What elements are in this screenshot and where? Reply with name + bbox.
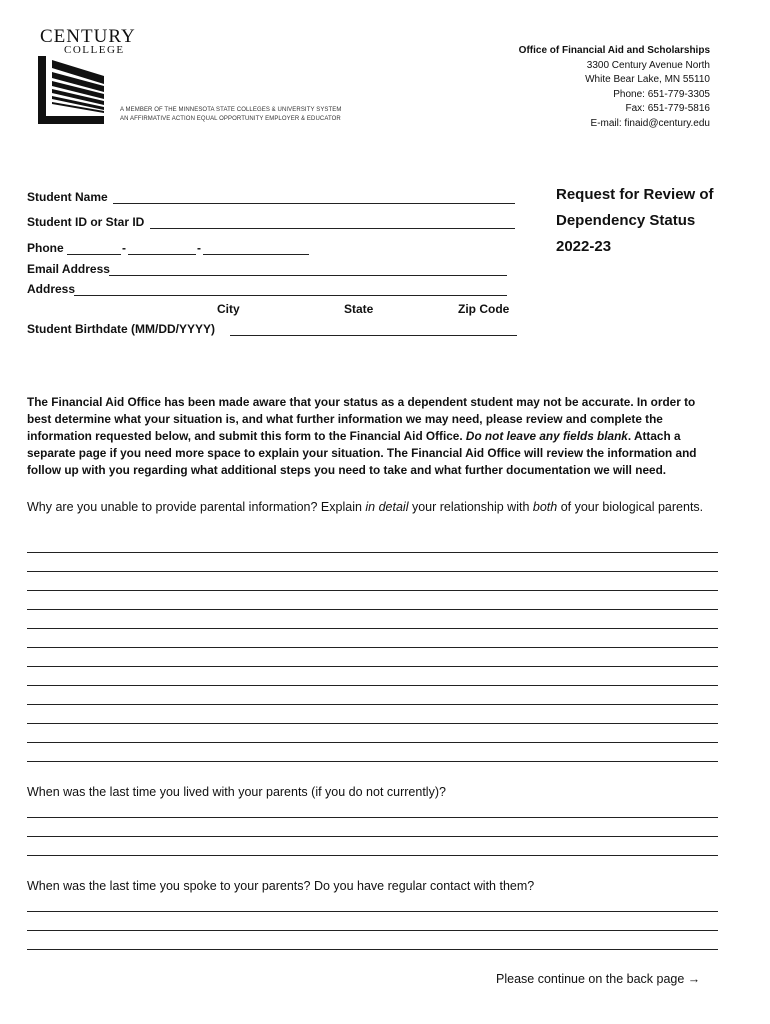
student-name-field[interactable] — [113, 203, 515, 204]
office-contact-block — [519, 44, 710, 132]
office-phone: Phone: 651-779-3305 — [613, 88, 710, 100]
birthdate-field[interactable] — [230, 335, 517, 336]
student-id-label: Student ID or Star ID — [27, 215, 145, 229]
address-field[interactable] — [74, 295, 507, 296]
question-contact-with-parents: When was the last time you spoke to your parents? Do you have regular contact with them? — [27, 879, 535, 893]
answer-line[interactable] — [27, 552, 718, 553]
form-title-line2: Dependency Status — [556, 212, 696, 229]
answer-line[interactable] — [27, 685, 718, 686]
answer-line[interactable] — [27, 930, 718, 931]
phone-area-field[interactable] — [67, 254, 121, 255]
form-title-year: 2022-23 — [556, 238, 612, 255]
question-lived-with-parents: When was the last time you lived with your parents (if you do not currently)? — [27, 785, 446, 799]
city-label: City — [217, 302, 240, 316]
office-email: E-mail: finaid@century.edu — [590, 117, 710, 129]
email-label: Email Address — [27, 262, 110, 276]
birthdate-label: Student Birthdate (MM/DD/YYYY) — [27, 322, 215, 336]
answer-line[interactable] — [27, 911, 718, 912]
college-logo-icon — [38, 56, 108, 124]
address-label: Address — [27, 282, 76, 296]
student-id-field[interactable] — [150, 228, 515, 229]
member-statement-line1: A MEMBER OF THE MINNESOTA STATE COLLEGES & UNIVERSITY SYSTEM — [120, 107, 342, 113]
college-logo-subtitle: COLLEGE — [64, 44, 125, 56]
student-name-label: Student Name — [27, 190, 108, 204]
answer-line[interactable] — [27, 571, 718, 572]
answer-line[interactable] — [27, 742, 718, 743]
email-field[interactable] — [109, 275, 507, 276]
answer-line[interactable] — [27, 590, 718, 591]
continue-note: Please continue on the back page → — [496, 972, 701, 986]
zip-label: Zip Code — [458, 302, 510, 316]
office-city: White Bear Lake, MN 55110 — [585, 74, 710, 86]
college-logo-wordmark: CENTURY — [40, 26, 136, 47]
state-label: State — [344, 302, 374, 316]
answer-line[interactable] — [27, 609, 718, 610]
phone-label: Phone — [27, 241, 64, 255]
instructions-paragraph: The Financial Aid Office has been made aware that your status as a dependent student may not be accurate. In order to best determine what your situation is, and what further information we may need, please review and complete the information requested below, and submit this form to the Financial Aid Office. Do not leave any fields blank. Attach a separate page if you need more space to explain your situation. The Financial Aid Office will review the information and follow up with you regarding what additional steps you need to take and what further documentation we will need. — [27, 395, 697, 477]
answer-line[interactable] — [27, 666, 718, 667]
form-title-line1: Request for Review of — [556, 186, 714, 203]
office-street: 3300 Century Avenue North — [586, 59, 710, 71]
phone-prefix-field[interactable] — [128, 254, 196, 255]
answer-line[interactable] — [27, 704, 718, 705]
answer-line[interactable] — [27, 761, 718, 762]
member-statement-line2: AN AFFIRMATIVE ACTION EQUAL OPPORTUNITY EMPLOYER & EDUCATOR — [120, 116, 341, 122]
office-title: Office of Financial Aid and Scholarships — [518, 45, 710, 56]
emphasis-text: Do not leave any fields blank — [465, 429, 628, 443]
answer-line[interactable] — [27, 855, 718, 856]
answer-line[interactable] — [27, 628, 718, 629]
question-parental-info: Why are you unable to provide parental information? Explain in detail your relationship with both of your biological parents. — [27, 500, 704, 514]
answer-line[interactable] — [27, 723, 718, 724]
office-fax: Fax: 651-779-5816 — [625, 103, 710, 115]
answer-line[interactable] — [27, 949, 718, 950]
phone-line-field[interactable] — [203, 254, 309, 255]
answer-line[interactable] — [27, 817, 718, 818]
answer-line[interactable] — [27, 836, 718, 837]
answer-line[interactable] — [27, 647, 718, 648]
